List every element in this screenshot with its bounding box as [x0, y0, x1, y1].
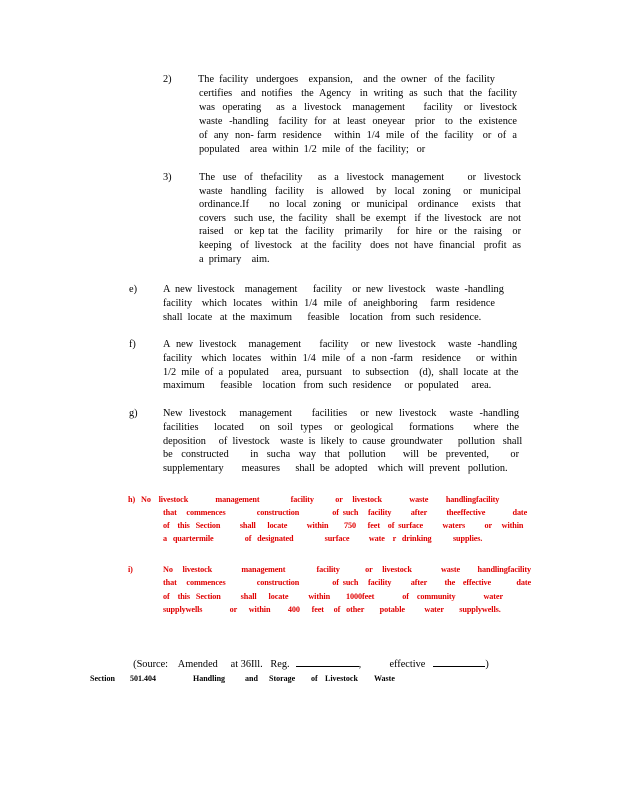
- item-g-line: facilities located on soil types or geological formations where the: [163, 421, 519, 433]
- source-blank-2: [433, 656, 485, 667]
- section-title-word-4: of: [311, 674, 318, 683]
- item-h-line: that commences construction of such facility after theeffective date: [163, 508, 528, 517]
- item-h-first-line: No livestock management facility or livestock waste handlingfacility: [141, 495, 500, 504]
- item-g-line: New livestock management facilities or new livestock waste -handling: [163, 408, 519, 419]
- item3-line: keeping of livestock at the facility does not have financial profit as: [199, 240, 521, 251]
- item-2-label: 2): [163, 74, 172, 85]
- item2-line: was operating as a livestock management facility or livestock: [199, 102, 517, 113]
- item3-line: covers such use, the facility shall be exempt if the livestock are not: [199, 212, 521, 224]
- item2-line: of any non- farm residence within 1/4 mile of the facility or of a: [199, 130, 517, 141]
- item3-line: raised or kep tat the facility primarily for hire or the raising or: [199, 226, 521, 238]
- item-g-line: deposition of livestock waste is likely to cause groundwater pollution shall: [163, 435, 523, 447]
- item-e-line: facility which locates within 1/4 mile of aneighboring farm residence: [163, 297, 495, 309]
- item-f-line: 1/2 mile of a populated area, pursuant to subsection (d), shall locate at the: [163, 366, 519, 378]
- item3-line: a primary aim.: [199, 253, 270, 265]
- item-i-line: No livestock management facility or livestock waste handlingfacility: [163, 565, 532, 574]
- source-mid: , effective: [358, 659, 426, 670]
- section-title-word-5: Livestock: [325, 674, 358, 683]
- source-prefix: (Source: Amended at 36Ill. Reg.: [133, 659, 290, 670]
- item-h-label: h): [128, 495, 136, 504]
- item2-line: waste -handling facility for at least oneyear prior to the existence: [199, 116, 517, 127]
- source-blank-1: [296, 656, 359, 667]
- item-i-line: that commences construction of such facility after the effective date: [163, 578, 531, 588]
- item-h-line: a quartermile of designated surface wate r drinking supplies.: [163, 534, 483, 544]
- item2-line: populated area within 1/2 mile of the facility; or: [199, 144, 426, 155]
- item-3-label: 3): [163, 172, 172, 183]
- source-suffix: ): [485, 659, 489, 670]
- item-f-label: f): [129, 339, 136, 350]
- item-i-label: i): [128, 565, 133, 574]
- section-label: Section: [90, 674, 115, 683]
- section-title-word-3: Storage: [269, 674, 296, 683]
- item-i-line: supplywells or within 400 feet of other potable water supplywells.: [163, 605, 501, 615]
- item3-line: waste handling facility is allowed by local zoning or municipal: [199, 185, 521, 197]
- item-g-label: g): [129, 408, 138, 419]
- item3-line: The use of thefacility as a livestock management or livestock: [199, 172, 521, 183]
- item-h-line: of this Section shall locate within 750 feet of surface waters or within: [163, 521, 524, 531]
- item-e-line: shall locate at the maximum feasible location from such residence.: [163, 311, 482, 323]
- item-i-line: of this Section shall locate within 1000feet of community water: [163, 591, 503, 601]
- item-f-line: A new livestock management facility or new livestock waste -handling: [163, 339, 517, 350]
- item-e-label: e): [129, 284, 137, 295]
- item-e-line: A new livestock management facility or new livestock waste -handling: [163, 284, 504, 295]
- source-note: [128, 643, 489, 671]
- item2-line: The facility undergoes expansion, and the owner of the facility: [198, 74, 495, 85]
- item-f-line: facility which locates within 1/4 mile of a non -farm residence or within: [163, 352, 517, 364]
- section-code: 501.404: [130, 674, 156, 683]
- item-g-line: be constructed in sucha way that pollution will be prevented, or: [163, 449, 519, 461]
- section-title-word-1: Handling: [193, 674, 226, 683]
- section-title-word-2: and: [245, 674, 258, 683]
- item2-line: certifies and notifies the Agency in writing as such that the facility: [199, 88, 517, 99]
- item-g-line: supplementary measures shall be adopted which will prevent pollution.: [163, 463, 508, 475]
- item3-line: ordinance.If no local zoning or municipal ordinance exists that: [199, 199, 521, 211]
- item-f-line: maximum feasible location from such residence or populated area.: [163, 380, 492, 392]
- section-title-word-6: Waste: [374, 674, 395, 683]
